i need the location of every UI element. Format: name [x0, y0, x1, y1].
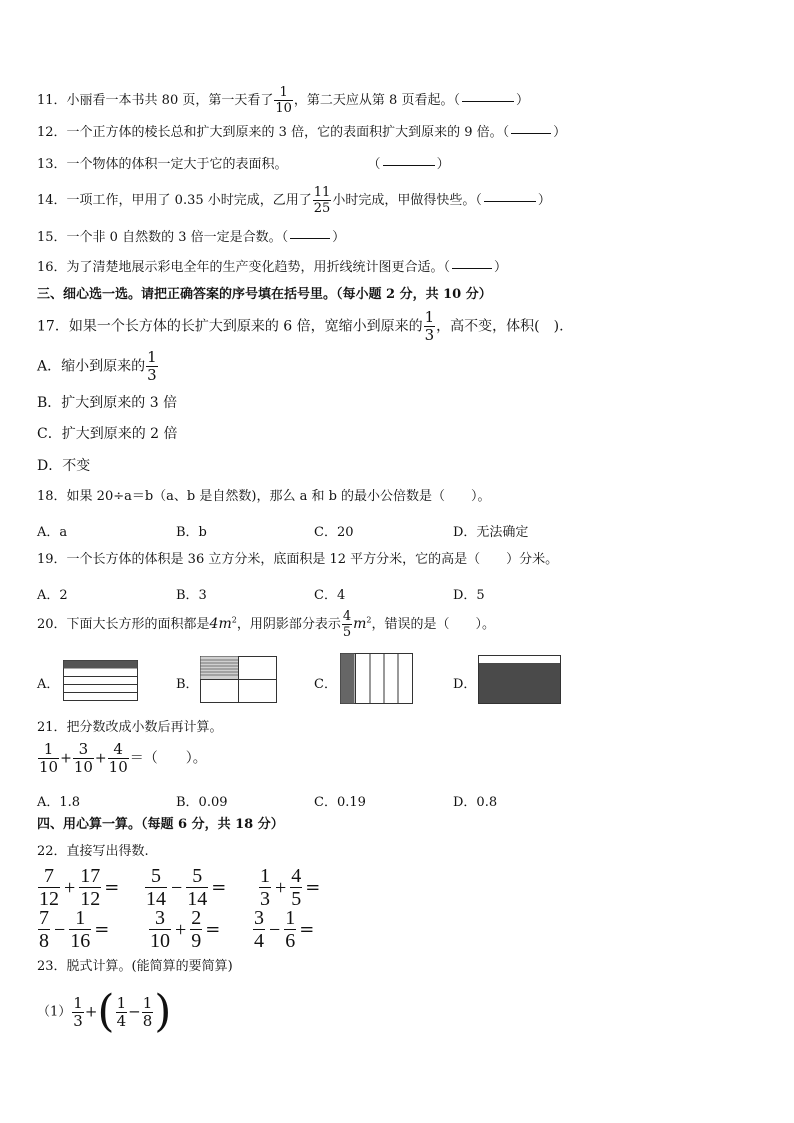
q17-option-d[interactable]: D．不变 [37, 458, 91, 474]
q20-option-d[interactable]: D． [453, 677, 477, 692]
fraction: $\frac{3}{10}$ [73, 740, 93, 776]
question-17: 17．如果一个长方体的长扩大到原来的 6 倍，宽缩小到原来的 $\frac{1}{3}$ ，高不变，体积( ). [37, 308, 564, 344]
q22-item-5: $\frac{3}{10}$ + $\frac{2}{9}$ = [150, 907, 221, 952]
q20-option-a[interactable]: A． [37, 677, 60, 692]
fraction: $\frac{1}{3}$ [147, 348, 157, 384]
answer-blank[interactable] [452, 267, 492, 269]
question-21: 21．把分数改成小数后再计算。 [37, 720, 223, 735]
question-20: 20．下面大长方形的面积都是$4m^2$，用阴影部分表示 $\frac{4}{5}$ $m^2$，错误的是（ ）。 [37, 609, 496, 640]
fraction: $\frac{4}{10}$ [108, 740, 128, 776]
q19-option-a[interactable]: A．2 [37, 588, 68, 603]
answer-blank[interactable] [462, 100, 514, 102]
fraction: $\frac{1}{10}$ [275, 85, 292, 116]
q20-option-b[interactable]: B． [176, 677, 199, 692]
question-16: 16．为了清楚地展示彩电全年的生产变化趋势，用折线统计图更合适。（ ） [37, 260, 508, 275]
section-3-heading: 三、细心选一选。请把正确答案的序号填在括号里。（每小题 2 分，共 10 分） [37, 287, 492, 302]
figure-b [200, 656, 278, 704]
q20-option-c[interactable]: C． [314, 677, 337, 692]
q19-option-b[interactable]: B．3 [176, 588, 207, 603]
q18-option-c[interactable]: C．20 [314, 525, 354, 540]
answer-blank[interactable] [484, 200, 536, 202]
fraction: $\frac{1}{3}$ [424, 308, 435, 344]
question-15: 15．一个非 0 自然数的 3 倍一定是合数。（ ） [37, 230, 346, 245]
question-12: 12．一个正方体的棱长总和扩大到原来的 3 倍，它的表面积扩大到原来的 9 倍。（ ） [37, 125, 567, 140]
q18-option-a[interactable]: A．a [37, 525, 68, 540]
figure-d [478, 655, 562, 705]
question-11: 11．小丽看一本书共 80 页，第一天看了 $\frac{1}{10}$ ，第二天应从第 8 页看起。（ ） [37, 85, 529, 116]
q17-option-c[interactable]: C．扩大到原来的 2 倍 [37, 426, 178, 442]
fraction: $\frac{1}{10}$ [39, 740, 59, 776]
q17-option-a[interactable]: A．缩小到原来的 $\frac{1}{3}$ [37, 348, 157, 384]
q21-option-b[interactable]: B．0.09 [176, 795, 228, 810]
q22-item-1: $\frac{7}{12}$ + $\frac{17}{12}$ = [39, 865, 120, 910]
figure-c [340, 653, 414, 705]
fraction: $\frac{4}{5}$ [342, 609, 352, 640]
q21-option-a[interactable]: A．1.8 [37, 795, 81, 810]
answer-blank[interactable] [511, 132, 551, 134]
answer-blank[interactable] [290, 237, 330, 239]
question-23: 23．脱式计算。(能简算的要简算) [37, 959, 233, 974]
fraction: $\frac{11}{25}$ [313, 185, 331, 216]
q22-item-2: $\frac{5}{14}$ − $\frac{5}{14}$ = [146, 865, 227, 910]
section-4-heading: 四、用心算一算。（每题 6 分，共 18 分） [37, 817, 284, 832]
q22-item-6: $\frac{3}{4}$ − $\frac{1}{6}$ = [254, 907, 315, 952]
question-13: 13．一个物体的体积一定大于它的表面积。 （ ） [37, 157, 450, 172]
question-19: 19．一个长方体的体积是 36 立方分米，底面积是 12 平方分米，它的高是（ ）分米。 [37, 552, 559, 567]
q21-expression: $\frac{1}{10}$ + $\frac{3}{10}$ + $\frac{4}{10}$ ＝（ ）。 [39, 740, 207, 776]
q23-expression-1: （1） $\frac{1}{3}$ +( $\frac{1}{4}$ − $\frac{1}{8}$ ) [37, 986, 172, 1037]
answer-blank[interactable] [383, 164, 435, 166]
question-22: 22．直接写出得数. [37, 844, 149, 859]
q19-option-c[interactable]: C．4 [314, 588, 346, 603]
q21-option-c[interactable]: C．0.19 [314, 795, 366, 810]
figure-a [63, 660, 139, 702]
q21-option-d[interactable]: D．0.8 [453, 795, 498, 810]
q22-item-3: $\frac{1}{3}$ + $\frac{4}{5}$ = [260, 865, 321, 910]
q18-option-d[interactable]: D．无法确定 [453, 525, 529, 540]
q18-option-b[interactable]: B．b [176, 525, 207, 540]
question-14: 14．一项工作，甲用了 0.35 小时完成，乙用了 $\frac{11}{25}$ 小时完成，甲做得快些。（ ） [37, 185, 551, 216]
q17-option-b[interactable]: B．扩大到原来的 3 倍 [37, 395, 178, 411]
question-18: 18．如果 20÷a＝b（a、b 是自然数)，那么 a 和 b 的最小公倍数是（ ）。 [37, 489, 491, 504]
q22-item-4: $\frac{7}{8}$ − $\frac{1}{16}$ = [39, 907, 110, 952]
q19-option-d[interactable]: D．5 [453, 588, 485, 603]
area-value: 4m [209, 616, 232, 632]
